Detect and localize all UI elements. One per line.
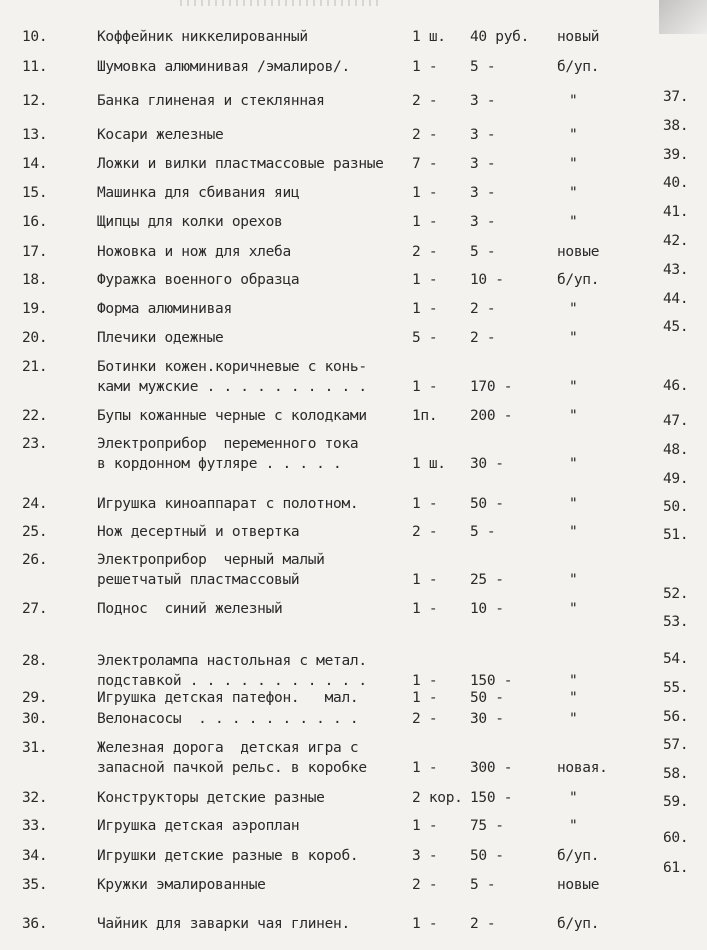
item-quantity: 5 - [412, 330, 438, 346]
item-description: Банка глиненая и стеклянная [97, 93, 325, 109]
item-quantity: 1 - [412, 690, 438, 706]
item-price: 10 - [470, 601, 504, 617]
continuation-number: 50. [663, 499, 689, 515]
item-price: 150 - [470, 673, 513, 689]
item-condition: " [569, 156, 578, 172]
item-condition: " [569, 572, 578, 588]
scan-top-noise [180, 0, 380, 6]
item-condition: б/уп. [557, 916, 600, 932]
item-quantity: 2 кор. [412, 790, 463, 806]
item-condition: новые [557, 877, 600, 893]
item-description: Конструкторы детские разные [97, 790, 325, 806]
item-number: 31. [22, 740, 48, 756]
item-number: 19. [22, 301, 48, 317]
continuation-number: 60. [663, 830, 689, 846]
item-quantity: 2 - [412, 244, 438, 260]
item-number: 23. [22, 436, 48, 452]
item-price: 3 - [470, 93, 496, 109]
item-number: 14. [22, 156, 48, 172]
item-condition: " [569, 301, 578, 317]
item-price: 25 - [470, 572, 504, 588]
item-quantity: 1 - [412, 185, 438, 201]
item-description: Коффейник никкелированный [97, 29, 308, 45]
item-description: Чайник для заварки чая глинен. [97, 916, 350, 932]
item-price: 50 - [470, 848, 504, 864]
item-condition: " [569, 790, 578, 806]
continuation-number: 40. [663, 175, 689, 191]
item-quantity: 1 - [412, 496, 438, 512]
item-price: 5 - [470, 524, 496, 540]
item-condition: новая. [557, 760, 608, 776]
item-description: Щипцы для колки орехов [97, 214, 283, 230]
item-description: Косари железные [97, 127, 224, 143]
item-number: 33. [22, 818, 48, 834]
item-quantity: 1п. [412, 408, 438, 424]
item-price: 10 - [470, 272, 504, 288]
item-price: 3 - [470, 214, 496, 230]
item-description: решетчатый пластмассовый [97, 572, 300, 588]
item-description: в кордонном футляре . . . . . [97, 456, 342, 472]
item-price: 170 - [470, 379, 513, 395]
item-description: Электроприбор черный малый [97, 552, 325, 568]
continuation-number: 59. [663, 794, 689, 810]
continuation-number: 45. [663, 319, 689, 335]
item-description: Шумовка алюминивая /эмалиров/. [97, 59, 350, 75]
continuation-number: 37. [663, 89, 689, 105]
item-description: Ложки и вилки пластмассовые разные [97, 156, 384, 172]
item-quantity: 2 - [412, 524, 438, 540]
item-description: Нож десертный и отвертка [97, 524, 300, 540]
item-price: 2 - [470, 916, 496, 932]
item-condition: " [569, 818, 578, 834]
item-number: 13. [22, 127, 48, 143]
continuation-number: 42. [663, 233, 689, 249]
item-description: Игрушка детская патефон. мал. [97, 690, 359, 706]
continuation-number: 47. [663, 413, 689, 429]
item-number: 15. [22, 185, 48, 201]
item-description: Игрушка киноаппарат с полотном. [97, 496, 359, 512]
item-description: Кружки эмалированные [97, 877, 266, 893]
item-number: 25. [22, 524, 48, 540]
item-quantity: 1 - [412, 572, 438, 588]
item-number: 27. [22, 601, 48, 617]
item-price: 3 - [470, 156, 496, 172]
item-description: Ножовка и нож для хлеба [97, 244, 291, 260]
item-number: 26. [22, 552, 48, 568]
item-description: Машинка для сбивания яиц [97, 185, 300, 201]
item-description: Игрушки детские разные в короб. [97, 848, 359, 864]
item-number: 12. [22, 93, 48, 109]
item-condition: " [569, 456, 578, 472]
item-price: 5 - [470, 877, 496, 893]
item-quantity: 7 - [412, 156, 438, 172]
item-price: 3 - [470, 127, 496, 143]
continuation-number: 55. [663, 680, 689, 696]
continuation-number: 53. [663, 614, 689, 630]
item-number: 34. [22, 848, 48, 864]
continuation-number: 54. [663, 651, 689, 667]
item-condition: " [569, 711, 578, 727]
item-number: 29. [22, 690, 48, 706]
item-description: Железная дорога детская игра с [97, 740, 359, 756]
continuation-number: 41. [663, 204, 689, 220]
item-quantity: 2 - [412, 711, 438, 727]
item-number: 11. [22, 59, 48, 75]
item-price: 40 руб. [470, 29, 530, 45]
item-price: 2 - [470, 330, 496, 346]
item-number: 32. [22, 790, 48, 806]
item-price: 5 - [470, 244, 496, 260]
continuation-number: 56. [663, 709, 689, 725]
item-description: Электроприбор переменного тока [97, 436, 359, 452]
item-price: 150 - [470, 790, 513, 806]
item-quantity: 1 - [412, 601, 438, 617]
item-description: Фуражка военного образца [97, 272, 300, 288]
item-price: 30 - [470, 456, 504, 472]
item-quantity: 3 - [412, 848, 438, 864]
item-price: 50 - [470, 496, 504, 512]
item-quantity: 1 - [412, 379, 438, 395]
continuation-number: 58. [663, 766, 689, 782]
item-price: 3 - [470, 185, 496, 201]
continuation-number: 57. [663, 737, 689, 753]
item-quantity: 2 - [412, 93, 438, 109]
item-condition: " [569, 330, 578, 346]
item-quantity: 1 - [412, 673, 438, 689]
continuation-number: 39. [663, 147, 689, 163]
item-description: Ботинки кожен.коричневые с конь- [97, 359, 367, 375]
item-quantity: 1 - [412, 916, 438, 932]
item-condition: " [569, 673, 578, 689]
item-condition: " [569, 93, 578, 109]
item-quantity: 2 - [412, 127, 438, 143]
item-number: 22. [22, 408, 48, 424]
item-description: Электролампа настольная с метал. [97, 653, 367, 669]
continuation-number: 49. [663, 471, 689, 487]
item-quantity: 1 - [412, 818, 438, 834]
item-quantity: 2 - [412, 877, 438, 893]
item-number: 20. [22, 330, 48, 346]
item-quantity: 1 ш. [412, 29, 446, 45]
item-condition: " [569, 127, 578, 143]
continuation-number: 52. [663, 586, 689, 602]
item-description: Велонасосы . . . . . . . . . . [97, 711, 359, 727]
item-description: ками мужские . . . . . . . . . . [97, 379, 367, 395]
item-number: 28. [22, 653, 48, 669]
item-description: запасной пачкой рельс. в коробке [97, 760, 367, 776]
item-number: 17. [22, 244, 48, 260]
scan-corner-shadow [659, 0, 707, 34]
item-quantity: 1 - [412, 272, 438, 288]
item-description: Форма алюминивая [97, 301, 232, 317]
item-number: 16. [22, 214, 48, 230]
item-price: 200 - [470, 408, 513, 424]
item-price: 2 - [470, 301, 496, 317]
item-condition: " [569, 496, 578, 512]
item-description: подставкой . . . . . . . . . . . [97, 673, 367, 689]
item-condition: " [569, 690, 578, 706]
item-condition: б/уп. [557, 272, 600, 288]
item-quantity: 1 - [412, 760, 438, 776]
item-condition: б/уп. [557, 848, 600, 864]
item-price: 50 - [470, 690, 504, 706]
item-condition: новый [557, 29, 600, 45]
item-quantity: 1 - [412, 214, 438, 230]
item-number: 36. [22, 916, 48, 932]
item-price: 300 - [470, 760, 513, 776]
item-number: 21. [22, 359, 48, 375]
item-price: 30 - [470, 711, 504, 727]
item-condition: " [569, 524, 578, 540]
item-condition: " [569, 379, 578, 395]
item-condition: " [569, 185, 578, 201]
continuation-number: 48. [663, 442, 689, 458]
item-number: 18. [22, 272, 48, 288]
item-quantity: 1 - [412, 59, 438, 75]
item-condition: " [569, 214, 578, 230]
item-condition: б/уп. [557, 59, 600, 75]
item-description: Игрушка детская аэроплан [97, 818, 300, 834]
continuation-number: 61. [663, 860, 689, 876]
item-number: 30. [22, 711, 48, 727]
item-description: Поднос синий железный [97, 601, 283, 617]
continuation-number: 46. [663, 378, 689, 394]
item-number: 35. [22, 877, 48, 893]
continuation-number: 51. [663, 527, 689, 543]
continuation-number: 43. [663, 262, 689, 278]
continuation-number: 38. [663, 118, 689, 134]
item-condition: " [569, 601, 578, 617]
item-condition: " [569, 408, 578, 424]
item-quantity: 1 - [412, 301, 438, 317]
item-price: 75 - [470, 818, 504, 834]
item-condition: новые [557, 244, 600, 260]
continuation-number: 44. [663, 291, 689, 307]
item-description: Бупы кожанные черные с колодками [97, 408, 367, 424]
item-price: 5 - [470, 59, 496, 75]
item-number: 24. [22, 496, 48, 512]
item-quantity: 1 ш. [412, 456, 446, 472]
item-number: 10. [22, 29, 48, 45]
item-description: Плечики одежные [97, 330, 224, 346]
